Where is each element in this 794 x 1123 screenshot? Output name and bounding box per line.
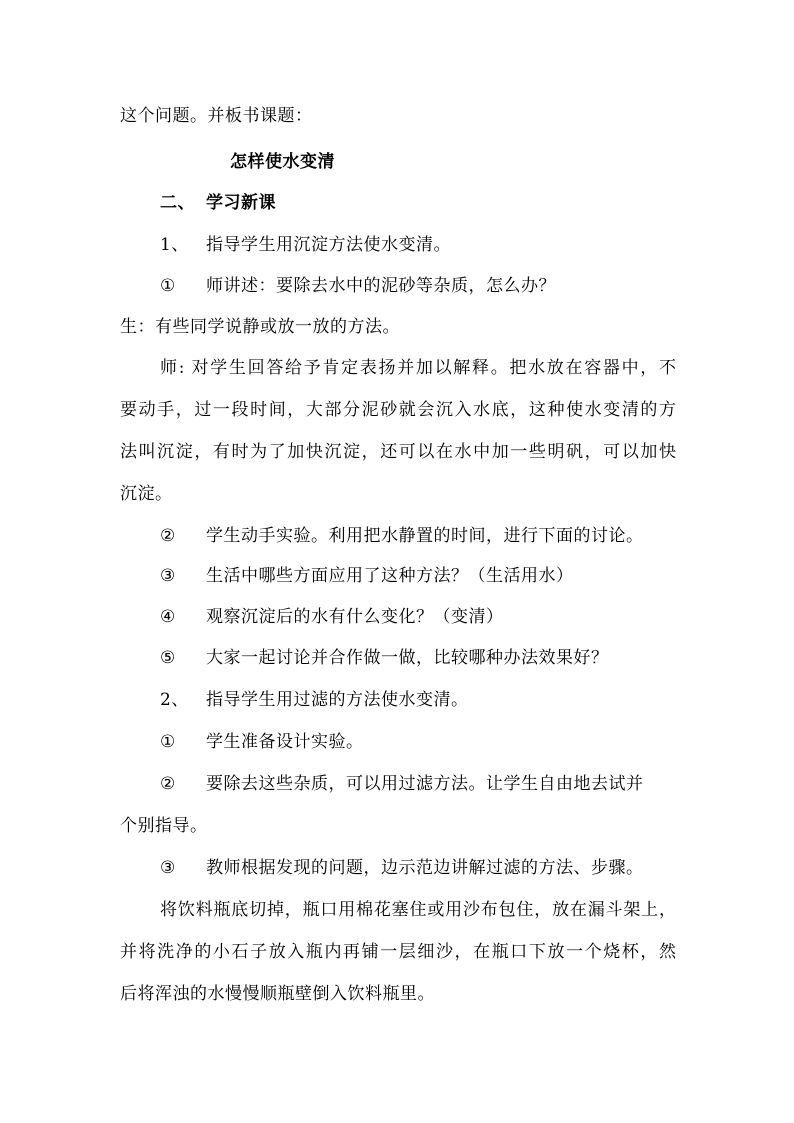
item-text: 要除去这些杂质，可以用过滤方法。让学生自由地去试并 bbox=[206, 774, 644, 794]
text-line: 沉淀。 bbox=[120, 484, 173, 504]
item-text: 学生动手实验。利用把水静置的时间，进行下面的讨论。 bbox=[206, 526, 644, 546]
item-number: ① bbox=[160, 276, 176, 296]
text-line: 要动手，过一段时间，大部分泥砂就会沉入水底，这种使水变清的方 bbox=[120, 400, 676, 420]
list-item bbox=[160, 526, 644, 546]
item-text: 指导学生用沉淀方法使水变清。 bbox=[206, 235, 451, 255]
list-item bbox=[160, 732, 364, 752]
item-text: 师讲述：要除去水中的泥砂等杂质，怎么办？ bbox=[206, 276, 556, 296]
text-line: 法叫沉淀，有时为了加快沉淀，还可以在水中加一些明矾，可以加快 bbox=[120, 442, 676, 462]
item-number: 1、 bbox=[160, 235, 189, 255]
item-text: 指导学生用过滤的方法使水变清。 bbox=[206, 690, 469, 710]
lesson-title: 怎样使水变清 bbox=[230, 152, 335, 172]
list-item bbox=[160, 276, 556, 296]
item-text: 生活中哪些方面应用了这种方法？（生活用水） bbox=[206, 566, 574, 586]
text-line: 生：有些同学说静或放一放的方法。 bbox=[120, 317, 400, 337]
text-line: 并将洗净的小石子放入瓶内再铺一层细沙，在瓶口下放一个烧杯，然 bbox=[120, 942, 676, 962]
text-line: 将饮料瓶底切掉，瓶口用棉花塞住或用沙布包住，放在漏斗架上， bbox=[160, 900, 676, 920]
section-number: 二、 bbox=[160, 193, 195, 213]
list-item bbox=[160, 690, 469, 710]
list-item bbox=[160, 774, 676, 794]
item-number: ① bbox=[160, 732, 176, 752]
item-number: ② bbox=[160, 526, 176, 546]
item-text: 大家一起讨论并合作做一做，比较哪种办法效果好？ bbox=[206, 648, 609, 668]
section-text: 学习新课 bbox=[206, 193, 276, 213]
item-number: ④ bbox=[160, 607, 176, 627]
item-number: ③ bbox=[160, 858, 176, 878]
section-heading bbox=[160, 193, 276, 213]
text-line: 师: 对学生回答给予肯定表扬并加以解释。把水放在容器中，不 bbox=[160, 358, 676, 378]
item-text: 观察沉淀后的水有什么变化？（变清） bbox=[206, 607, 504, 627]
item-number: ③ bbox=[160, 566, 176, 586]
list-item bbox=[160, 648, 609, 668]
item-number: ⑤ bbox=[160, 648, 176, 668]
item-number: ② bbox=[160, 774, 176, 794]
list-item bbox=[160, 235, 451, 255]
text-line: 个别指导。 bbox=[120, 816, 208, 836]
list-item bbox=[160, 607, 504, 627]
text-line: 后将浑浊的水慢慢顺瓶壁倒入饮料瓶里。 bbox=[120, 984, 435, 1004]
item-text: 教师根据发现的问题，边示范边讲解过滤的方法、步骤。 bbox=[206, 858, 644, 878]
list-item bbox=[160, 858, 644, 878]
item-number: 2、 bbox=[160, 690, 189, 710]
list-item bbox=[160, 566, 574, 586]
item-text: 学生准备设计实验。 bbox=[206, 732, 364, 752]
text-line: 这个问题。并板书课题： bbox=[120, 106, 313, 126]
